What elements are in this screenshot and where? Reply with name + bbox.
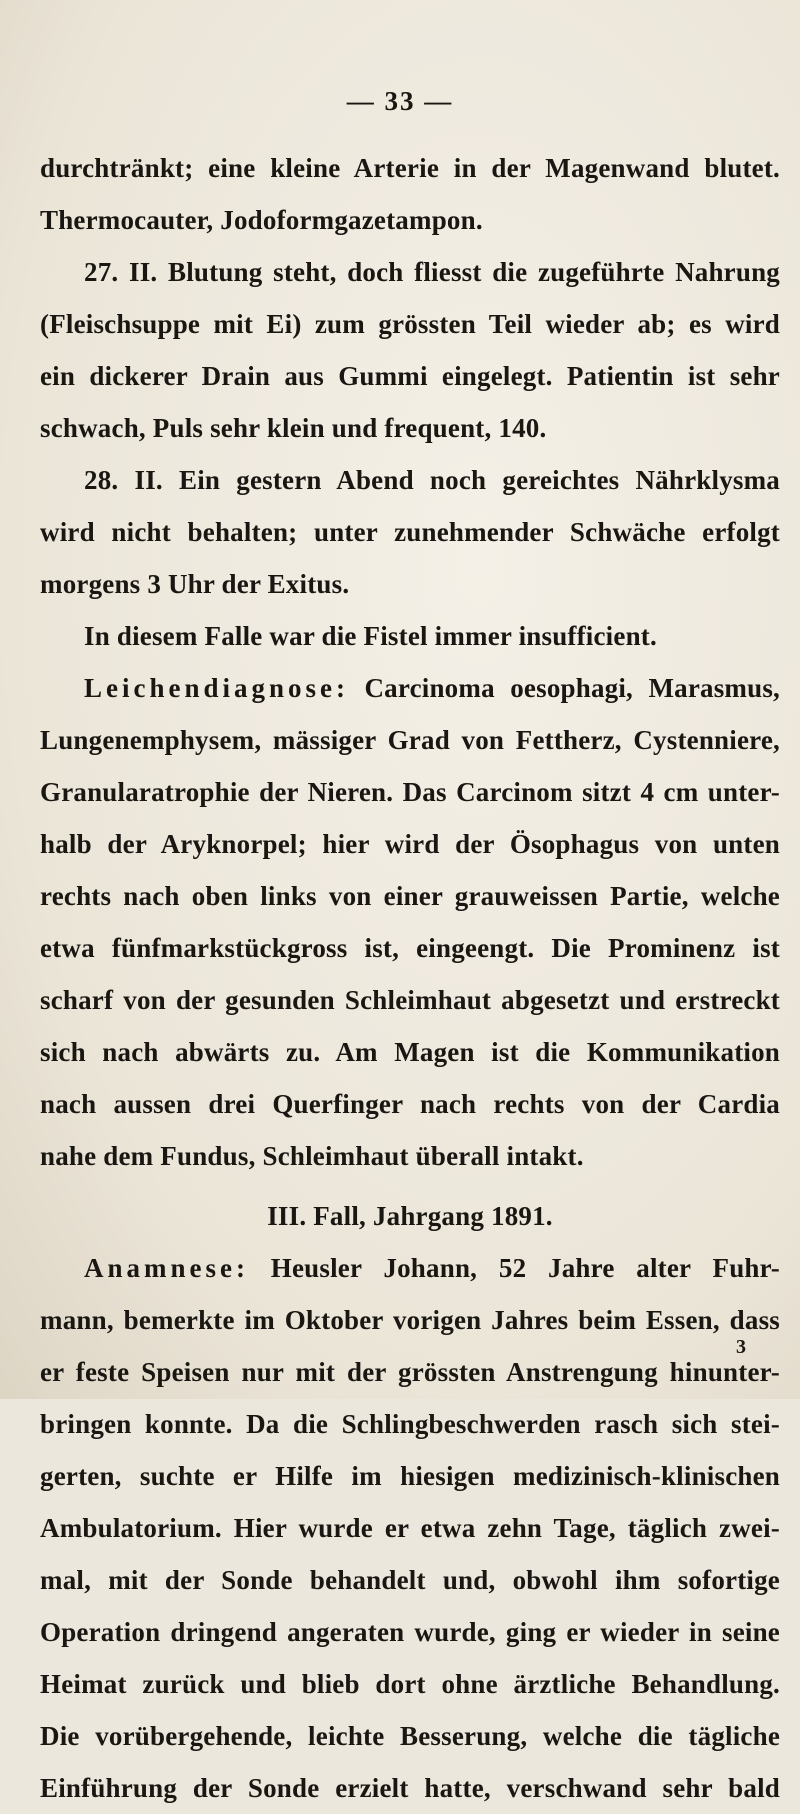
text-line: etwa fünfmarkstückgross ist, eingeengt. Die Prominenz ist (40, 933, 780, 963)
text-line: wird nicht behalten; unter zunehmender Schwäche erfolgt (40, 517, 780, 547)
text-line: mann, bemerkte im Oktober vorigen Jahres beim Essen, dass (40, 1305, 780, 1335)
text-line (40, 1242, 780, 1294)
text-line: gerten, suchte er Hilfe im hiesigen medizinisch-klinischen (40, 1461, 780, 1491)
text-line: 28. II. Ein gestern Abend noch gereichtes Nährklysma (84, 465, 780, 495)
text-line: (Fleischsuppe mit Ei) zum grössten Teil wieder ab; es wird (40, 309, 780, 339)
text-line: In diesem Falle war die Fistel immer insufficient. (84, 621, 657, 651)
page-number: — 33 — (346, 86, 454, 116)
section-label-anamnese: Anamnese: (84, 1253, 249, 1283)
text-line: mal, mit der Sonde behandelt und, obwohl ihm sofortige (40, 1565, 780, 1595)
text-line: er feste Speisen nur mit der grössten Anstrengung hinunter- (40, 1357, 780, 1387)
text-line: Einführung der Sonde erzielt hatte, verschwand sehr bald (40, 1773, 780, 1803)
text-line: nach aussen drei Querfinger nach rechts von der Cardia (40, 1089, 780, 1119)
text-line: Thermocauter, Jodoformgazetampon. (40, 205, 483, 235)
text-line: sich nach abwärts zu. Am Magen ist die Kommunikation (40, 1037, 780, 1067)
text-line: scharf von der gesunden Schleimhaut abgesetzt und erstreckt (40, 985, 780, 1015)
text-line-rest: Carcinoma oesophagi, Marasmus, (364, 673, 780, 703)
section-heading: III. Fall, Jahrgang 1891. (267, 1201, 553, 1231)
text-line (40, 662, 780, 714)
text-line: nahe dem Fundus, Schleimhaut überall intakt. (40, 1141, 584, 1171)
text-line: Heimat zurück und blieb dort ohne ärztliche Behandlung. (40, 1669, 780, 1699)
text-line: Lungenemphysem, mässiger Grad von Fettherz, Cystenniere, (40, 725, 780, 755)
text-line: schwach, Puls sehr klein und frequent, 140. (40, 413, 547, 443)
text-line: durchtränkt; eine kleine Arterie in der Magenwand blutet. (40, 153, 780, 183)
text-line: Granularatrophie der Nieren. Das Carcinom sitzt 4 cm unter- (40, 777, 780, 807)
text-line-rest: Heusler Johann, 52 Jahre alter Fuhr- (270, 1253, 780, 1283)
section-label-leichendiagnose: Leichendiagnose: (84, 673, 350, 703)
text-line: halb der Aryknorpel; hier wird der Ösophagus von unten (40, 829, 780, 859)
text-line: bringen konnte. Da die Schlingbeschwerden rasch sich stei- (40, 1409, 780, 1439)
text-line: Ambulatorium. Hier wurde er etwa zehn Tage, täglich zwei- (40, 1513, 780, 1543)
text-line: rechts nach oben links von einer grauweissen Partie, welche (40, 881, 780, 911)
signature-mark: 3 (736, 1336, 746, 1358)
text-line: Operation dringend angeraten wurde, ging er wieder in seine (40, 1617, 780, 1647)
text-line: morgens 3 Uhr der Exitus. (40, 569, 350, 599)
text-line: ein dickerer Drain aus Gummi eingelegt. Patientin ist sehr (40, 361, 780, 391)
document-body (40, 142, 780, 1814)
text-line: 27. II. Blutung steht, doch fliesst die zugeführte Nahrung (84, 257, 780, 287)
text-line: Die vorübergehende, leichte Besserung, welche die tägliche (40, 1721, 780, 1751)
